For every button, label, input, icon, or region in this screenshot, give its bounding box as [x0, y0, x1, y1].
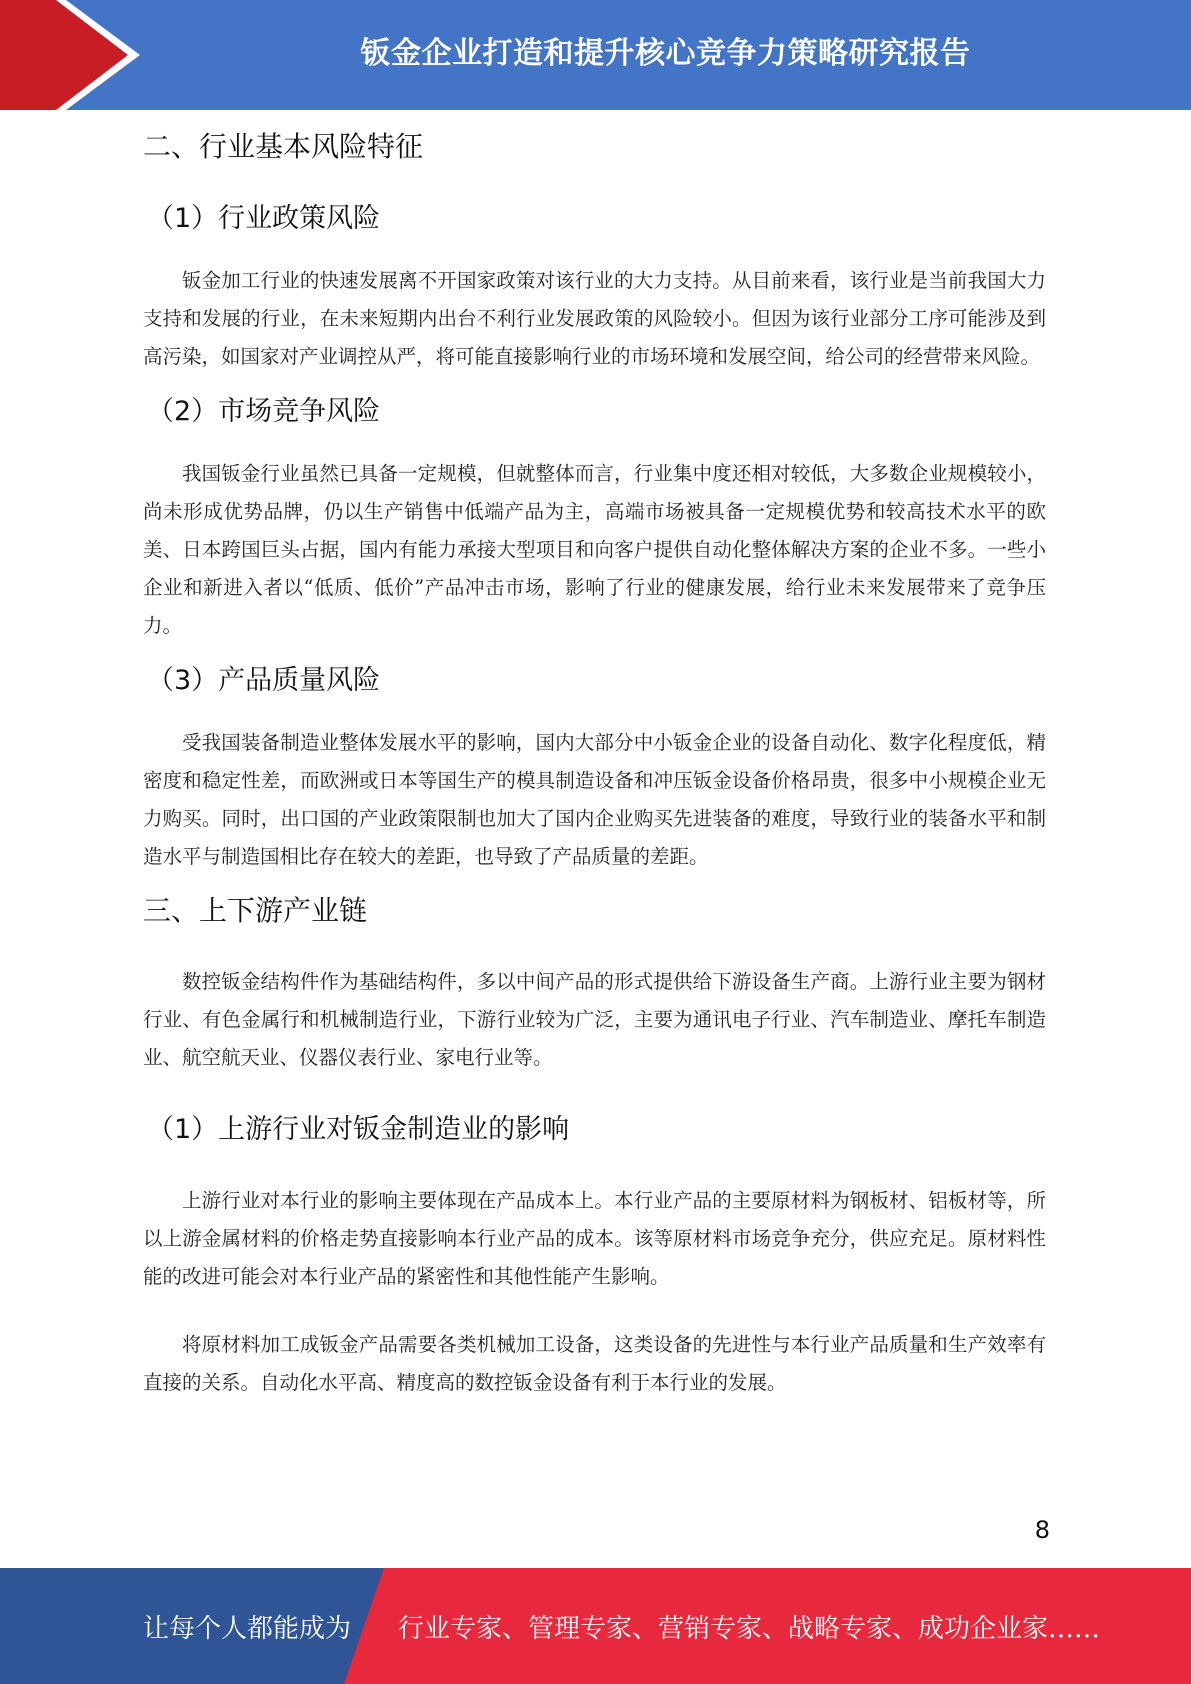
paragraph-supply-chain-intro: 数控钣金结构件作为基础结构件，多以中间产品的形式提供给下游设备生产商。上游行业主要为钢材行业、有色金属行和机械制造行业，下游行业较为广泛，主要为通讯电子行业、汽车制造业、摩托车制造业、航空航天业、仪器仪表行业、家电行业等。: [143, 970, 1046, 1069]
document-title: 钣金企业打造和提升核心竞争力策略研究报告: [360, 36, 971, 71]
footer-slogan-left: 让每个人都能成为: [143, 1613, 352, 1644]
paragraph-quality-risk: 受我国装备制造业整体发展水平的影响，国内大部分中小钣金企业的设备自动化、数字化程度低，精密度和稳定性差，而欧洲或日本等国生产的模具制造设备和冲压钣金设备价格昂贵，很多中小规模企业无力购买。同时，出口国的产业政策限制也加大了国内企业购买先进装备的难度，导致行业的装备水平和制造水平与制造国相比存在较大的差距，也导致了产品质量的差距。: [143, 731, 1046, 868]
paragraph-upstream-cost: 上游行业对本行业的影响主要体现在产品成本上。本行业产品的主要原材料为钢板材、铝板材等，所以上游金属材料的价格走势直接影响本行业产品的成本。该等原材料市场竞争充分，供应充足。原材料性能的改进可能会对本行业产品的紧密性和其他性能产生影响。: [143, 1189, 1046, 1288]
section-heading-supply-chain: 三、上下游产业链: [143, 894, 368, 927]
section-heading-risk: 二、行业基本风险特征: [143, 130, 424, 163]
page-number: 8: [1034, 1516, 1050, 1544]
page-content: [143, 125, 1046, 1402]
paragraph-policy-risk: 钣金加工行业的快速发展离不开国家政策对该行业的大力支持。从目前来看，该行业是当前我国大力支持和发展的行业，在未来短期内出台不利行业发展政策的风险较小。但因为该行业部分工序可能涉及到高污染，如国家对产业调控从严，将可能直接影响行业的市场环境和发展空间，给公司的经营带来风险。: [143, 269, 1046, 368]
header-banner: [0, 0, 1191, 110]
subheading-quality-risk: （3）产品质量风险: [147, 665, 381, 696]
footer-banner: [0, 1568, 1191, 1684]
subheading-market-risk: （2）市场竞争风险: [147, 396, 381, 427]
paragraph-upstream-equipment: 将原材料加工成钣金产品需要各类机械加工设备，这类设备的先进性与本行业产品质量和生产效率有直接的关系。自动化水平高、精度高的数控钣金设备有利于本行业的发展。: [143, 1333, 1046, 1394]
subheading-policy-risk: （1）行业政策风险: [147, 203, 381, 234]
paragraph-market-risk: 我国钣金行业虽然已具备一定规模，但就整体而言，行业集中度还相对较低，大多数企业规模较小，尚未形成优势品牌，仍以生产销售中低端产品为主，高端市场被具备一定规模优势和较高技术水平的欧美、日本跨国巨头占据，国内有能力承接大型项目和向客户提供自动化整体解决方案的企业不多。一些小企业和新进入者以“低质、低价”产品冲击市场，影响了行业的健康发展，给行业未来发展带来了竞争压力。: [143, 462, 1046, 637]
footer-slogan-right: 行业专家、管理专家、营销专家、战略专家、成功企业家……: [398, 1613, 1101, 1644]
header-chevron-accent: [0, 0, 160, 110]
subheading-upstream-impact: （1）上游行业对钣金制造业的影响: [147, 1114, 570, 1145]
